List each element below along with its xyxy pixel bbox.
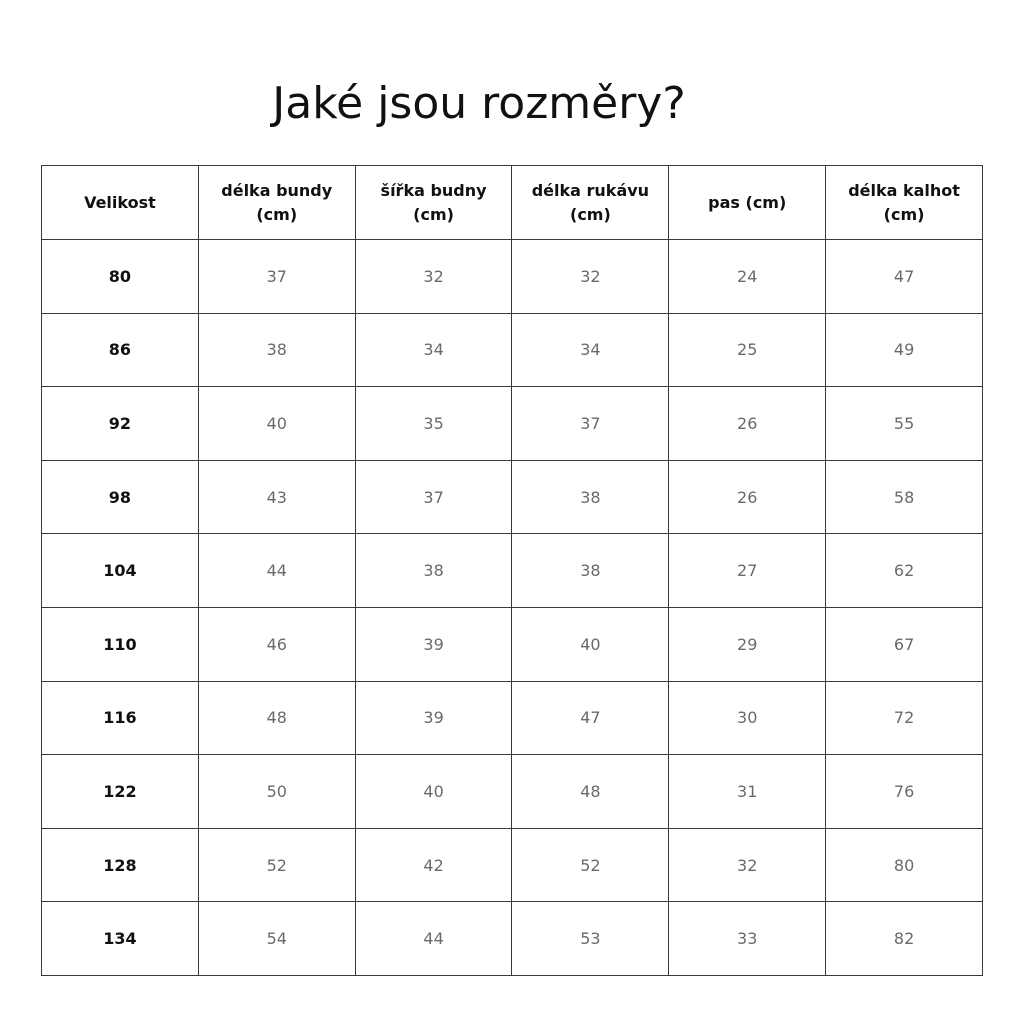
waist-cell: 25 [669,313,826,387]
column-header-label: Velikost [84,192,156,212]
table-row [42,313,983,387]
column-header-label: šířka budny (cm) [380,180,487,224]
size-cell: 104 [42,534,199,608]
size-cell: 92 [42,387,199,461]
column-header-label: délka bundy (cm) [221,180,333,224]
jacket-length-cell: 46 [198,607,355,681]
jacket-length-cell: 50 [198,755,355,829]
column-header-label: pas (cm) [708,192,787,212]
header-sirka-budny [355,166,512,240]
size-cell: 80 [42,240,199,314]
header-velikost [42,166,199,240]
header-delka-bundy [198,166,355,240]
sleeve-length-cell: 37 [512,387,669,461]
jacket-width-cell: 39 [355,681,512,755]
jacket-width-cell: 32 [355,240,512,314]
jacket-width-cell: 34 [355,313,512,387]
size-cell: 86 [42,313,199,387]
trousers-length-cell: 80 [826,828,983,902]
trousers-length-cell: 47 [826,240,983,314]
waist-cell: 24 [669,240,826,314]
jacket-length-cell: 52 [198,828,355,902]
table-row [42,755,983,829]
sleeve-length-cell: 48 [512,755,669,829]
sleeve-length-cell: 53 [512,902,669,976]
size-cell: 128 [42,828,199,902]
column-header-label: délka rukávu (cm) [531,180,650,224]
table-row [42,240,983,314]
jacket-width-cell: 38 [355,534,512,608]
jacket-length-cell: 43 [198,460,355,534]
trousers-length-cell: 72 [826,681,983,755]
table-header [42,166,983,240]
table-row [42,534,983,608]
size-cell: 110 [42,607,199,681]
table-row [42,460,983,534]
jacket-width-cell: 44 [355,902,512,976]
size-table [41,165,983,976]
sleeve-length-cell: 34 [512,313,669,387]
column-header-label: délka kalhot (cm) [848,180,960,224]
trousers-length-cell: 62 [826,534,983,608]
waist-cell: 30 [669,681,826,755]
sleeve-length-cell: 40 [512,607,669,681]
trousers-length-cell: 49 [826,313,983,387]
header-pas [669,166,826,240]
waist-cell: 26 [669,387,826,461]
size-cell: 116 [42,681,199,755]
size-cell: 134 [42,902,199,976]
trousers-length-cell: 58 [826,460,983,534]
header-delka-kalhot [826,166,983,240]
sleeve-length-cell: 32 [512,240,669,314]
waist-cell: 31 [669,755,826,829]
sleeve-length-cell: 52 [512,828,669,902]
jacket-length-cell: 38 [198,313,355,387]
waist-cell: 27 [669,534,826,608]
page-title: Jaké jsou rozměry? [272,78,686,129]
trousers-length-cell: 76 [826,755,983,829]
header-delka-rukavu [512,166,669,240]
table-row [42,828,983,902]
table-row [42,387,983,461]
jacket-length-cell: 54 [198,902,355,976]
jacket-length-cell: 37 [198,240,355,314]
jacket-width-cell: 40 [355,755,512,829]
waist-cell: 29 [669,607,826,681]
waist-cell: 33 [669,902,826,976]
table-row [42,681,983,755]
sleeve-length-cell: 38 [512,534,669,608]
waist-cell: 32 [669,828,826,902]
table-body [42,240,983,976]
jacket-length-cell: 48 [198,681,355,755]
size-cell: 122 [42,755,199,829]
jacket-width-cell: 42 [355,828,512,902]
sleeve-length-cell: 38 [512,460,669,534]
jacket-length-cell: 44 [198,534,355,608]
table-row [42,902,983,976]
header-row [42,166,983,240]
jacket-width-cell: 39 [355,607,512,681]
trousers-length-cell: 67 [826,607,983,681]
trousers-length-cell: 55 [826,387,983,461]
size-cell: 98 [42,460,199,534]
waist-cell: 26 [669,460,826,534]
trousers-length-cell: 82 [826,902,983,976]
sleeve-length-cell: 47 [512,681,669,755]
table-row [42,607,983,681]
jacket-length-cell: 40 [198,387,355,461]
jacket-width-cell: 37 [355,460,512,534]
jacket-width-cell: 35 [355,387,512,461]
